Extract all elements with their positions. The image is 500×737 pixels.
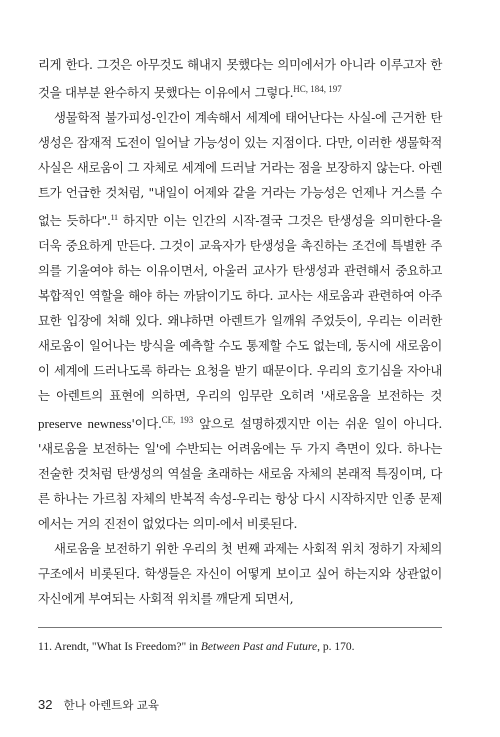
- paragraph-2-part4: 앞으로 설명하겠지만 이는 쉬운 일이 아니다. '새로움을 보전하는 일'에 수반되는 어려움에는 두 가지 측면이 있다. 하나는 전술한 것처럼 탄생성의 역설을 초래하는 새로움 자체의 본래적 특징이며, 다른 하나는 가르침 자체의 반복적 속성-우리는 항상 다시 시작하지만 인종 문제에서는 거의 진전이 없었다는 의미-에서 비롯된다.: [38, 416, 442, 531]
- paragraph-2-part1: 생물학적 불가피성-인간이 계속해서 세계에 태어난다는 사실-에 근거한 탄생성은 잠재적 도전이 일어날 가능성이 있는 지점이다. 다만, 이러한 생물학적 사실은 새로움이 그 자체로 세계에 드러날 거라는 점을 보장하지 않는다. 아렌트가 언급한 것처럼, "내일이 어제와 같을 거라는 가능성은 언제나 거스를 수 없는 듯하다".: [38, 110, 442, 228]
- paragraph-1-text: 리게 한다. 그것은 아무것도 해내지 못했다는 의미에서가 아니라 이루고자 한 것을 대부분 완수하지 못했다는 이유에서 그렇다.: [38, 57, 442, 100]
- footnote-text-before: Arendt, "What Is Freedom?" in: [51, 641, 201, 653]
- paragraph-1: [38, 52, 442, 105]
- footnote-text-after: , p. 170.: [317, 641, 355, 653]
- footnote-book-title: Between Past and Future: [200, 641, 318, 653]
- paragraph-3-text: 새로움을 보전하기 위한 우리의 첫 번째 과제는 사회적 위치 정하기 자체의 구조에서 비롯된다. 학생들은 자신이 어떻게 보이고 싶어 하는지와 상관없이 자신에게 부여되는 사회적 위치를 깨닫게 되면서,: [38, 541, 442, 606]
- footnote-number: 11.: [38, 641, 52, 653]
- footnote-divider: [38, 627, 442, 628]
- footnote-11: [38, 641, 458, 653]
- page-footer: [38, 697, 159, 713]
- paragraph-2-part2: 하지만 이는 인간의 시작-결국 그것은 탄생성을 의미한다-을 더욱 중요하게 만든다. 그것이 교육자가 탄생성을 촉진하는 조건에 특별한 주의를 기울여야 하는 이유이면서, 아울러 교사가 탄생성과 관련해서 중요하고 복합적인 역할을 해야 하는 까닭이기도 하다. 교사는 새로움과 관련하여 아주 묘한 입장에 처해 있다. 왜냐하면 아렌트가 일깨워 주었듯이, 우리는 이러한 새로움이 일어나는 방식을 예측할 수도 통제할 수도 없는데, 동시에 새로움이 이 세계에 드러나도록 하라는 요청을 받기 때문이다. 우리의 호기심을 자아내는 아렌트의 표현에 의하면, 우리의 임무란 오히려 '새로움을 보전하는 것: [38, 213, 442, 403]
- running-title: 한나 아렌트와 교육: [63, 700, 159, 712]
- citation-hc: HC, 184, 197: [293, 84, 342, 94]
- citation-ce: CE, 193: [161, 415, 194, 425]
- main-text: [38, 52, 442, 611]
- paragraph-2-part3: '이다.: [131, 416, 162, 431]
- paragraph-3: [38, 536, 442, 611]
- english-term: preserve newness: [38, 416, 132, 431]
- paragraph-2: [38, 105, 442, 536]
- footnote-ref-11: 11: [110, 213, 118, 222]
- page-number: 32: [38, 697, 53, 712]
